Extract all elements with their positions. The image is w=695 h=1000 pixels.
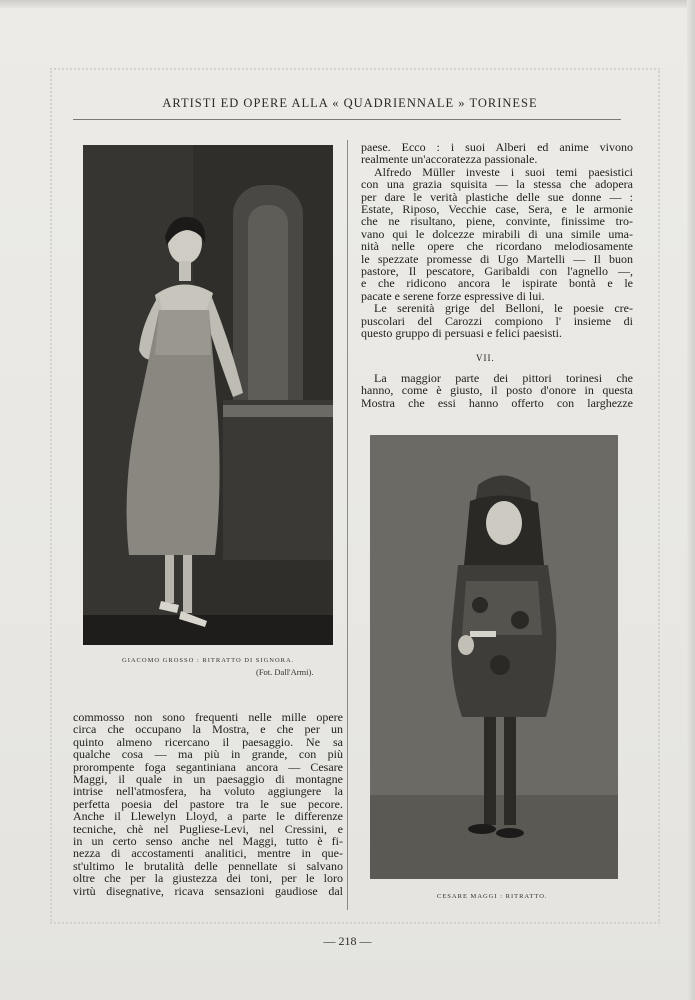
- portrait-photo-signora: [83, 145, 333, 645]
- text-line: Anche il Llewelyn Lloyd, a parte le differenze: [73, 809, 343, 824]
- figure1-credit: (Fot. Dall'Armi).: [256, 667, 314, 677]
- text-line: paese. Ecco : i suoi Alberi ed anime vivono: [361, 140, 633, 154]
- portrait-photo-child: [370, 435, 618, 879]
- page-number: — 218 —: [323, 934, 372, 948]
- running-head: ARTISTI ED OPERE ALLA « QUADRIENNALE » TORINESE: [162, 96, 538, 110]
- text-line: Le serenità grige del Belloni, le poesie cre-: [374, 301, 633, 316]
- text-line: oltre che per la giustezza dei toni, per le loro: [73, 871, 343, 886]
- text-line: nezza di accostamenti analitici, mentre in que-: [73, 846, 343, 861]
- text-line: st'ultimo le brutalità delle pennellate si salvano: [73, 858, 343, 873]
- text-line: commosso non sono frequenti nelle mille opere: [73, 710, 343, 724]
- figure2-caption: CESARE MAGGI : RITRATTO.: [437, 893, 548, 900]
- text-line: qualche cosa — ma più in grande, con più: [73, 747, 343, 762]
- text-line: con una grazia squisita — la stessa che adopera: [361, 177, 633, 192]
- column-rule: [347, 140, 348, 910]
- text-line: Maggi, il quale in un paesaggio di montagne: [73, 772, 343, 787]
- text-line: Alfredo Müller investe i suoi temi paesistici: [374, 164, 633, 179]
- text-line: le spezzate promesse di Ugo Martelli — Il buon: [361, 251, 633, 266]
- text-line: quinto almeno ricercano il paesaggio. Ne sa: [73, 734, 343, 749]
- text-line: circa che occupano la Mostra, e che per un: [73, 722, 343, 737]
- text-line: tecniche, chè nel Pugliese-Levi, nel Cressini, e: [73, 821, 343, 836]
- right-column-text-section: [361, 372, 633, 409]
- text-line: hanno, come è giusto, il posto d'onore in questa: [361, 383, 633, 398]
- text-line: realmente un'accoratezza passionale.: [361, 152, 538, 167]
- text-line: Mostra che essi hanno offerto con larghezze: [361, 395, 633, 410]
- text-line: vano qui le dolcezze mirabili di una simile uma-: [361, 226, 633, 241]
- text-line: La maggior parte dei pittori torinesi che: [374, 371, 633, 385]
- text-line: per dare le verità plastiche delle sue donne — :: [361, 189, 633, 204]
- left-column-text: [73, 711, 343, 897]
- text-line: questo gruppo di persuasi e felici paesisti.: [361, 326, 562, 341]
- text-line: e che ridicono ancora le ispirate bontà e le: [361, 276, 633, 291]
- portrait-child-drawing: [370, 435, 618, 879]
- text-line: pastore, Il pescatore, Garibaldi con l'agnello —,: [361, 264, 633, 279]
- text-line: prorompente foga segantiniana ancora — Cesare: [73, 759, 343, 774]
- text-line: puscolari del Carozzi compiono l' insieme di: [361, 313, 633, 328]
- text-line: pacate e serene forze espressive di lui.: [361, 288, 545, 303]
- text-line: che ne risultano, piene, convinte, finissime tro-: [361, 214, 633, 229]
- text-line: nità nelle opere che ricordano melodiosamente: [361, 239, 633, 254]
- portrait-signora-drawing: [83, 145, 333, 645]
- page-top-edge: [0, 0, 695, 8]
- text-line: intrise nell'atmosfera, ha voluto aggiungere la: [73, 784, 343, 799]
- text-line: in un certo senso anche nel Maggi, tutto è fi-: [73, 834, 343, 849]
- text-line: virtù disegnative, ricava sensazioni gaudiose dal: [73, 883, 343, 898]
- section-number: VII.: [476, 353, 495, 363]
- header-rule: [73, 119, 621, 120]
- page-right-edge: [687, 0, 695, 1000]
- figure1-caption: GIACOMO GROSSO : RITRATTO DI SIGNORA.: [122, 657, 295, 664]
- text-line: perfetta poesia del pastore tra le sue pecore.: [73, 796, 343, 811]
- right-column-text: [361, 141, 633, 340]
- text-line: Estate, Riposo, Vecchie case, Sera, e le armonie: [361, 202, 633, 217]
